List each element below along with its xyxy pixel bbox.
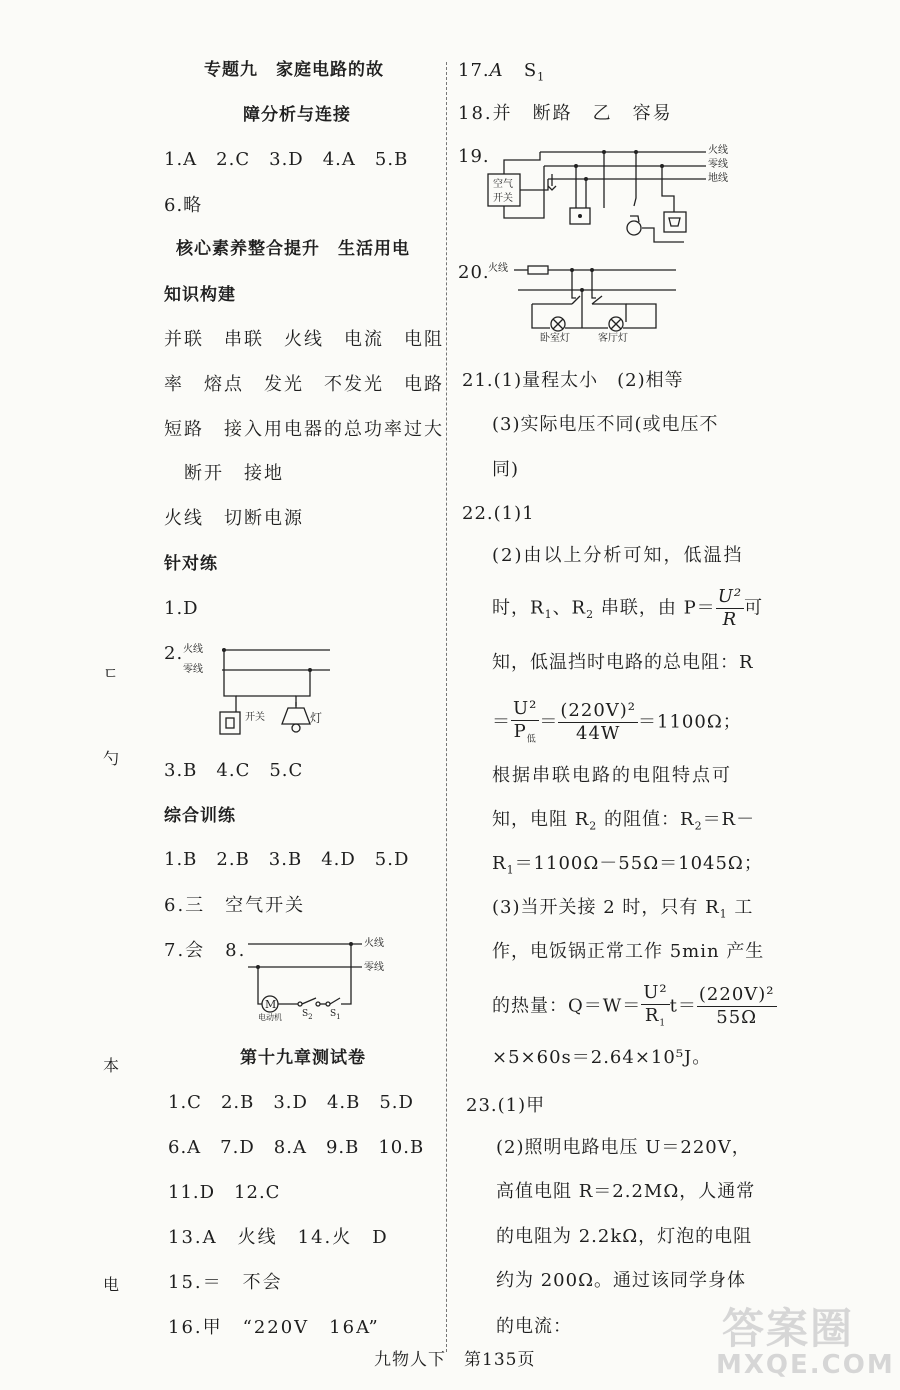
answer-line: 断开 接地 (184, 463, 284, 484)
answer-22: $R_1=1100\Omega-55\Omega=1045\Omega$； (492, 853, 763, 877)
switch-s2-label: $S_2$ (302, 1009, 313, 1021)
answer-22-formula: 时，$R_1$、$R_2$ 串联，由 P＝ $\frac{\text{U²}}{R}$ 可 (492, 586, 764, 630)
answer-line: 16.甲 “220V 16A” (168, 1317, 380, 1338)
answer-line: 率 熔点 发光 不发光 电路 (164, 374, 444, 395)
neutral-wire-label: 零线 (708, 159, 728, 170)
margin-fragment: 勺 (103, 749, 121, 768)
answer-line: 6.三 空气开关 (164, 895, 306, 916)
answer-23: (2)照明电路电压 U＝220V， (496, 1137, 751, 1158)
answer-line: 火线 切断电源 (164, 508, 304, 529)
answer-22: 作，电饭锅正常工作 5min 产生 (492, 941, 765, 962)
answer-22-formula: 的热量：Q＝W＝ $\frac{\text{U²}}{R_1}$ t＝ $\frac{\text{(220V)²}}{55\Omega}$ (492, 982, 775, 1029)
margin-fragment: ㄷ (103, 664, 120, 683)
answer-18: 18.并 断路 乙 容易 (458, 103, 673, 124)
page-footer: 九物人下 第135页 (374, 1350, 536, 1370)
answer-22: 知，低温挡时电路的总电阻：R (492, 652, 754, 673)
column-divider (446, 62, 447, 1352)
motor-label: 电动机 (258, 1013, 282, 1022)
living-room-lamp-label: 客厅灯 (598, 333, 628, 344)
section-title: 第十九章测试卷 (240, 1048, 366, 1068)
subsection-heading: 综合训练 (164, 806, 236, 826)
answer-17: 17.A $S_1$ (458, 60, 546, 84)
neutral-wire-label: 零线 (364, 962, 384, 973)
neutral-wire-label: 零线 (183, 664, 203, 675)
answer-23: 约为 200Ω。通过该同学身体 (496, 1270, 747, 1291)
answer-line: 1.B 2.B 3.B 4.D 5.D (164, 849, 410, 870)
section-title: 专题九 家庭电路的故 (204, 60, 384, 80)
answer-21: 同) (492, 459, 520, 480)
live-wire-label: 火线 (364, 938, 384, 949)
circuit-diagram-20 (480, 260, 690, 340)
answer-line: 1.D (164, 598, 199, 619)
answer-22: 知，电阻 $R_2$ 的阻值：$R_2=R-$ (492, 809, 756, 833)
switch-label: 开关 (245, 712, 265, 723)
bedroom-lamp-label: 卧室灯 (540, 333, 570, 344)
answer-line: 6.略 (164, 195, 203, 216)
answer-line: 11.D 12.C (168, 1182, 281, 1203)
answer-22: 22.(1)1 (462, 503, 535, 524)
subsection-heading: 针对练 (164, 554, 218, 574)
watermark-url: MXQE.COM (716, 1350, 895, 1380)
answer-23: 的电流： (496, 1316, 572, 1337)
answer-20: 20. (458, 262, 490, 283)
watermark-logo: 答案圈 (722, 1304, 855, 1353)
answer-22-formula: ＝ $\frac{\text{U²}}{P_低}$ ＝ $\frac{\text{(220V)²}}{44W}$ ＝1100Ω； (492, 698, 742, 745)
answer-23: 的电阻为 2.2kΩ，灯泡的电阻 (496, 1226, 753, 1247)
margin-fragment: 电 (103, 1275, 121, 1294)
answer-22: ×5×60s＝2.64×10⁵J。 (492, 1047, 712, 1068)
answer-line: 13.A 火线 14.火 D (168, 1227, 389, 1248)
answer-23: 高值电阻 R＝2.2MΩ，人通常 (496, 1181, 756, 1202)
lamp-label: 灯 (310, 711, 323, 725)
answer-line: 1.A 2.C 3.D 4.A 5.B (164, 149, 409, 170)
answer-line: 7.会 8. (164, 940, 247, 961)
answer-line: 3.B 4.C 5.C (164, 760, 304, 781)
answer-22: 根据串联电路的电阻特点可 (492, 765, 732, 786)
subsection-heading: 知识构建 (164, 285, 236, 305)
answer-19: 19. (458, 146, 490, 167)
circuit-diagram-19 (484, 146, 714, 246)
answer-line: 短路 接入用电器的总功率过大 (164, 419, 444, 440)
margin-fragment: 本 (103, 1056, 121, 1075)
answer-line: 6.A 7.D 8.A 9.B 10.B (168, 1137, 425, 1158)
motor-symbol: M (265, 998, 277, 1011)
air-breaker-label: 空气 (493, 179, 513, 190)
switch-s1-label: $S_1$ (330, 1009, 341, 1021)
answer-line: 15.＝ 不会 (168, 1272, 283, 1293)
section-title: 核心素养整合提升 生活用电 (176, 239, 410, 259)
answer-line: 1.C 2.B 3.D 4.B 5.D (168, 1092, 414, 1113)
answer-21: (3)实际电压不同(或电压不 (492, 414, 719, 435)
answer-22: (2)由以上分析可知，低温挡 (492, 545, 744, 566)
air-breaker-label: 开关 (493, 193, 513, 204)
answer-21: 21.(1)量程太小 (2)相等 (462, 370, 684, 391)
answer-23: 23.(1)甲 (466, 1095, 546, 1116)
live-wire-label: 火线 (708, 145, 728, 156)
live-wire-label: 火线 (183, 644, 203, 655)
answer-line: 2. (164, 643, 184, 664)
section-title: 障分析与连接 (243, 105, 351, 125)
live-wire-label: 火线 (488, 263, 508, 274)
ground-wire-label: 地线 (708, 173, 728, 184)
answer-line: 并联 串联 火线 电流 电阻 (164, 329, 444, 350)
answer-22: (3)当开关接 2 时，只有 $R_1$ 工 (492, 897, 754, 921)
circuit-diagram-2 (180, 640, 340, 750)
